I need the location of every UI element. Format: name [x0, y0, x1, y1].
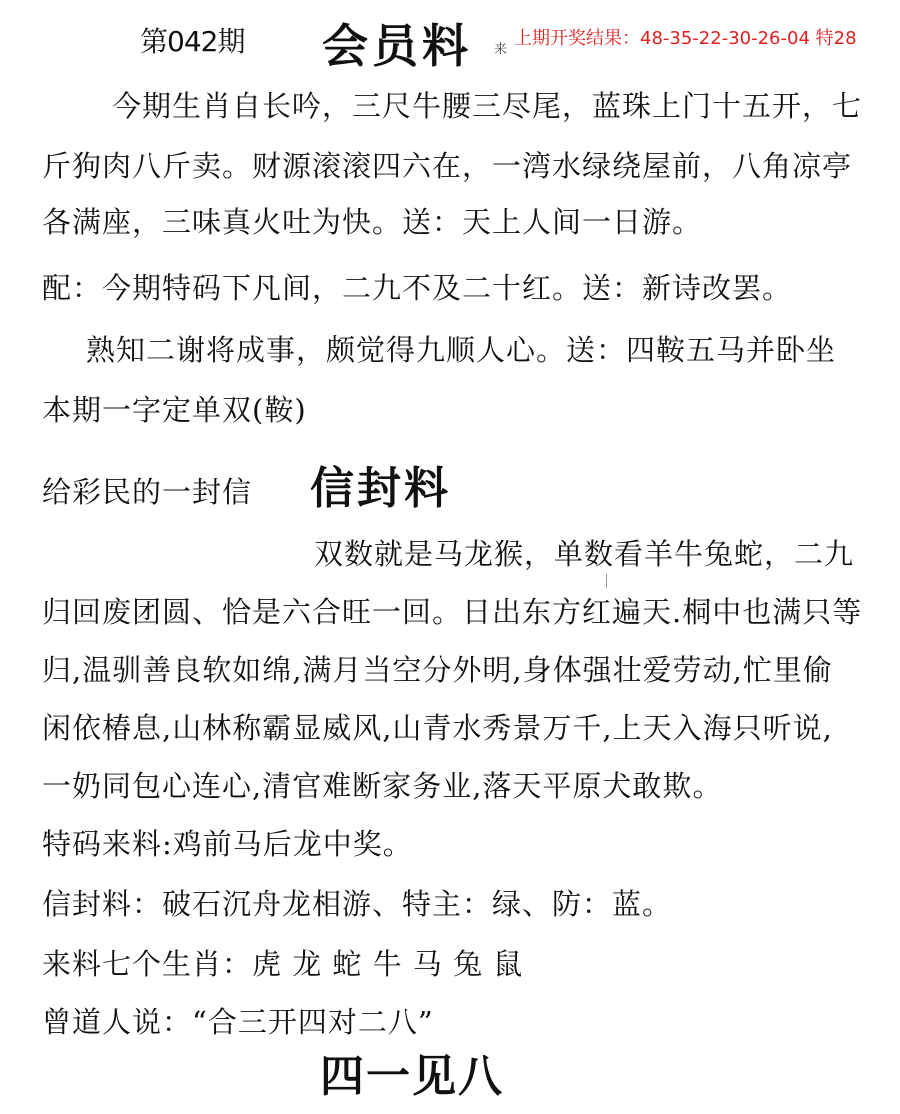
stamp-mark: 来: [494, 42, 508, 57]
envelope-line-4: 闲依椿息,山林称霸显威风,山青水秀景万千,上天入海只听说,: [42, 711, 833, 745]
special-code-line: 特码来料:鸡前马后龙中奖。: [42, 827, 413, 861]
envelope-line-1: 双数就是马龙猴，单数看羊牛兔蛇，二九: [314, 537, 855, 571]
last-draw-result: 上期开奖结果：48-35-22-30-26-04 特28: [514, 28, 857, 49]
envelope-line-5: 一奶同包心连心,清官难断家务业,落天平原犬敢欺。: [42, 769, 723, 803]
scan-mark: [606, 574, 607, 588]
member-line-4: 配：今期特码下凡间，二九不及二十红。送：新诗改罢。: [42, 271, 793, 305]
member-line-6: 本期一字定单双(鞍): [42, 393, 307, 427]
envelope-hint-line: 信封料：破石沉舟龙相游、特主：绿、防：蓝。: [42, 887, 673, 921]
envelope-line-2: 归回废团圆、恰是六合旺一回。日出东方红遍天.桐中也满只等: [42, 595, 863, 629]
member-line-2: 斤狗肉八斤卖。财源滚滚四六在，一湾水绿绕屋前，八角凉亭: [42, 149, 853, 183]
issue-number: 第042期: [140, 25, 245, 58]
envelope-label: 给彩民的一封信: [42, 475, 253, 509]
taoist-saying-line: 曾道人说：“合三开四对二八”: [42, 1005, 434, 1039]
envelope-line-3: 归,温驯善良软如绵,满月当空分外明,身体强壮爱劳动,忙里偷: [42, 653, 833, 687]
member-line-1: 今期生肖自长吟，三尺牛腰三尽尾，蓝珠上门十五开，七: [112, 89, 863, 123]
member-line-3: 各满座，三味真火吐为快。送：天上人间一日游。: [42, 205, 703, 239]
zodiac-line: 来料七个生肖：虎 龙 蛇 牛 马 兔 鼠: [42, 947, 524, 981]
member-title: 会员料: [322, 19, 472, 73]
member-line-5: 熟知二谢将成事，颇觉得九顺人心。送：四鞍五马并卧坐: [86, 333, 837, 367]
final-hint: 四一见八: [320, 1051, 504, 1102]
envelope-title: 信封料: [310, 463, 451, 514]
